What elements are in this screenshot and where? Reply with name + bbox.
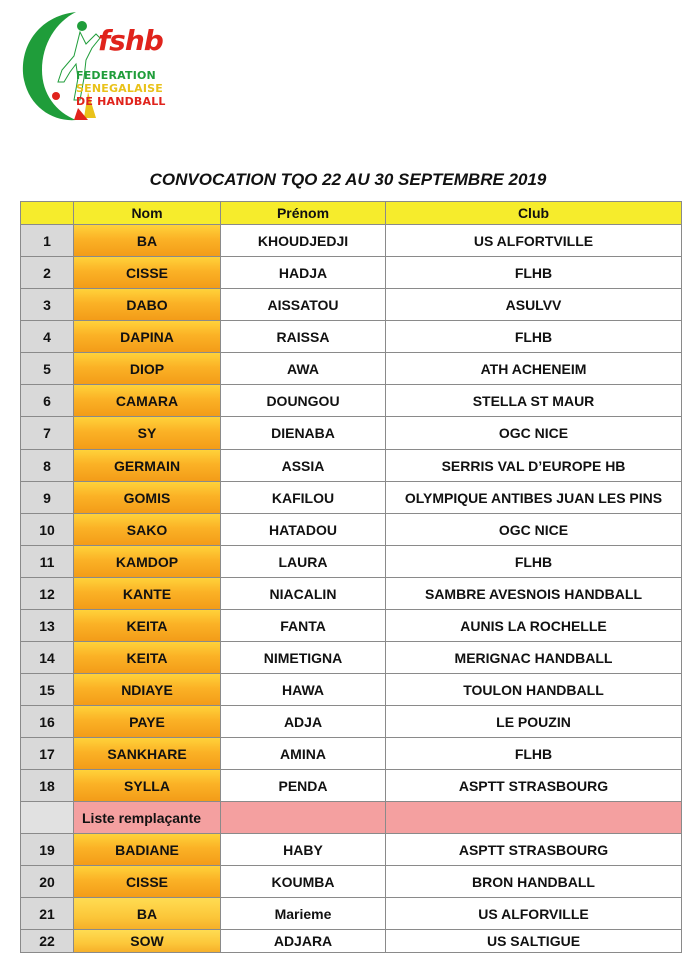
table-header-row [20, 201, 682, 225]
player-club: BRON HANDBALL [386, 866, 682, 898]
logo-line-3: DE HANDBALL [76, 95, 166, 108]
player-number: 12 [20, 578, 74, 610]
table-row [20, 514, 682, 546]
player-number: 19 [20, 834, 74, 866]
player-club: ASPTT STRASBOURG [386, 834, 682, 866]
player-prenom: HAWA [221, 674, 386, 706]
player-number: 1 [20, 225, 74, 257]
player-number: 9 [20, 482, 74, 514]
player-prenom: NIACALIN [221, 578, 386, 610]
player-prenom: NIMETIGNA [221, 642, 386, 674]
header-nom: Nom [74, 201, 221, 225]
logo-line-2: SENEGALAISE [76, 82, 163, 95]
substitutes-header-row [20, 802, 682, 834]
player-nom: CISSE [74, 866, 221, 898]
player-prenom: ASSIA [221, 450, 386, 482]
player-club: FLHB [386, 738, 682, 770]
substitutes-empty-cell [386, 802, 682, 834]
player-prenom: ADJARA [221, 930, 386, 953]
player-prenom: AISSATOU [221, 289, 386, 321]
player-nom: CISSE [74, 257, 221, 289]
player-club: LE POUZIN [386, 706, 682, 738]
player-number: 16 [20, 706, 74, 738]
roster-body [20, 225, 682, 953]
table-row [20, 546, 682, 578]
table-row [20, 321, 682, 353]
player-number: 3 [20, 289, 74, 321]
table-row [20, 770, 682, 802]
player-club: ATH ACHENEIM [386, 353, 682, 385]
player-number: 6 [20, 385, 74, 417]
player-number: 11 [20, 546, 74, 578]
logo-line-1: FEDERATION [76, 69, 156, 82]
table-row [20, 706, 682, 738]
roster-table [20, 201, 682, 953]
table-row [20, 578, 682, 610]
player-number: 20 [20, 866, 74, 898]
player-number: 15 [20, 674, 74, 706]
player-number: 5 [20, 353, 74, 385]
table-row [20, 385, 682, 417]
table-row [20, 674, 682, 706]
substitutes-number-cell [20, 802, 74, 834]
player-prenom: PENDA [221, 770, 386, 802]
player-club: SAMBRE AVESNOIS HANDBALL [386, 578, 682, 610]
player-nom: NDIAYE [74, 674, 221, 706]
player-nom: CAMARA [74, 385, 221, 417]
player-nom: SANKHARE [74, 738, 221, 770]
table-row [20, 353, 682, 385]
player-number: 8 [20, 450, 74, 482]
player-club: OGC NICE [386, 417, 682, 450]
header-number [20, 201, 74, 225]
player-nom: KANTE [74, 578, 221, 610]
player-prenom: AWA [221, 353, 386, 385]
player-nom: DAPINA [74, 321, 221, 353]
player-nom: SAKO [74, 514, 221, 546]
player-club: SERRIS VAL D’EUROPE HB [386, 450, 682, 482]
player-nom: DABO [74, 289, 221, 321]
player-prenom: KAFILOU [221, 482, 386, 514]
table-row [20, 866, 682, 898]
player-number: 13 [20, 610, 74, 642]
player-nom: KAMDOP [74, 546, 221, 578]
player-prenom: Marieme [221, 898, 386, 930]
player-club: FLHB [386, 257, 682, 289]
player-nom: BA [74, 225, 221, 257]
player-number: 21 [20, 898, 74, 930]
table-row [20, 257, 682, 289]
player-club: US ALFORTVILLE [386, 225, 682, 257]
player-prenom: HATADOU [221, 514, 386, 546]
player-nom: SOW [74, 930, 221, 953]
player-nom: KEITA [74, 642, 221, 674]
player-club: OGC NICE [386, 514, 682, 546]
player-nom: SYLLA [74, 770, 221, 802]
player-club: US ALFORVILLE [386, 898, 682, 930]
table-row [20, 417, 682, 450]
player-nom: PAYE [74, 706, 221, 738]
header-prenom: Prénom [221, 201, 386, 225]
fshb-logo [18, 8, 178, 123]
player-number: 4 [20, 321, 74, 353]
table-row [20, 482, 682, 514]
substitutes-label: Liste remplaçante [74, 802, 221, 834]
table-row [20, 834, 682, 866]
table-row [20, 450, 682, 482]
player-number: 7 [20, 417, 74, 450]
logo-brand-text: fshb [98, 24, 163, 57]
player-prenom: KHOUDJEDJI [221, 225, 386, 257]
player-number: 2 [20, 257, 74, 289]
player-club: TOULON HANDBALL [386, 674, 682, 706]
player-nom: GOMIS [74, 482, 221, 514]
player-club: US SALTIGUE [386, 930, 682, 953]
player-prenom: ADJA [221, 706, 386, 738]
player-club: FLHB [386, 321, 682, 353]
table-row [20, 225, 682, 257]
player-prenom: LAURA [221, 546, 386, 578]
player-club: STELLA ST MAUR [386, 385, 682, 417]
substitutes-empty-cell [221, 802, 386, 834]
player-prenom: FANTA [221, 610, 386, 642]
player-number: 18 [20, 770, 74, 802]
player-prenom: HABY [221, 834, 386, 866]
player-club: ASPTT STRASBOURG [386, 770, 682, 802]
table-row [20, 738, 682, 770]
header-club: Club [386, 201, 682, 225]
player-number: 17 [20, 738, 74, 770]
table-row [20, 642, 682, 674]
player-nom: KEITA [74, 610, 221, 642]
player-club: MERIGNAC HANDBALL [386, 642, 682, 674]
player-number: 10 [20, 514, 74, 546]
player-club: OLYMPIQUE ANTIBES JUAN LES PINS [386, 482, 682, 514]
player-prenom: RAISSA [221, 321, 386, 353]
player-nom: SY [74, 417, 221, 450]
table-row [20, 930, 682, 953]
player-club: ASULVV [386, 289, 682, 321]
player-club: FLHB [386, 546, 682, 578]
document-title: CONVOCATION TQO 22 AU 30 SEPTEMBRE 2019 [149, 170, 547, 189]
player-prenom: DIENABA [221, 417, 386, 450]
table-row [20, 610, 682, 642]
table-row [20, 289, 682, 321]
player-nom: BA [74, 898, 221, 930]
player-club: AUNIS LA ROCHELLE [386, 610, 682, 642]
player-number: 14 [20, 642, 74, 674]
player-prenom: HADJA [221, 257, 386, 289]
player-prenom: DOUNGOU [221, 385, 386, 417]
table-row [20, 898, 682, 930]
player-nom: DIOP [74, 353, 221, 385]
player-number: 22 [20, 930, 74, 953]
player-nom: GERMAIN [74, 450, 221, 482]
player-prenom: AMINA [221, 738, 386, 770]
player-nom: BADIANE [74, 834, 221, 866]
player-prenom: KOUMBA [221, 866, 386, 898]
